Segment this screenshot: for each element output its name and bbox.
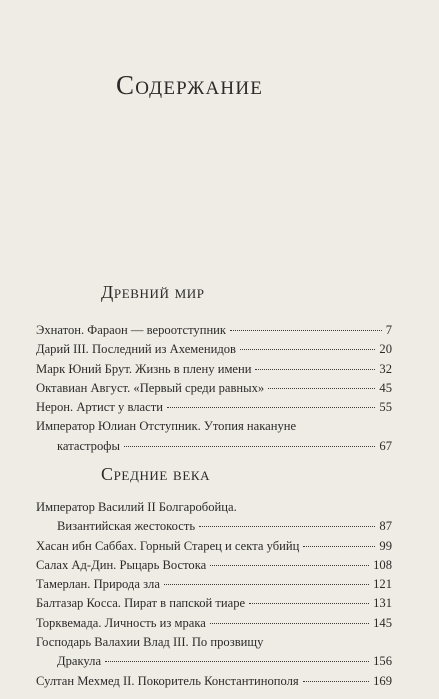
toc-list-medieval [36, 498, 392, 691]
toc-entry [36, 614, 392, 633]
dot-leader [249, 603, 369, 604]
dot-leader [255, 369, 375, 370]
toc-entry-page-number: 7 [385, 323, 392, 337]
toc-entry-title: Эхнатон. Фараон — вероотступник [36, 323, 227, 337]
toc-entry-page-number: 156 [373, 654, 392, 669]
dot-leader [268, 388, 375, 389]
toc-entry-title: Марк Юний Брут. Жизнь в плену имени [36, 361, 252, 376]
toc-entry-page-number: 32 [379, 361, 392, 376]
toc-entry [36, 575, 392, 594]
toc-entry-title: Нерон. Артист у власти [36, 400, 163, 415]
toc-entry [36, 594, 392, 613]
toc-entry [36, 556, 392, 575]
toc-entry [36, 633, 392, 672]
toc-entry-title: Балтазар Косса. Пират в папской тиаре [36, 596, 246, 611]
toc-entry-page-number: 87 [379, 519, 392, 534]
toc-entry-page-number: 55 [379, 400, 392, 415]
dot-leader [230, 330, 382, 331]
dot-leader [167, 407, 375, 408]
toc-entry-title: Октавиан Август. «Первый среди равных» [36, 380, 265, 395]
dot-leader [105, 661, 369, 662]
toc-entry-title: Византийская жестокость [57, 519, 196, 534]
toc-entry-page-number: 20 [379, 342, 392, 357]
toc-entry-page-number: 131 [373, 596, 392, 611]
toc-list-ancient [36, 321, 392, 456]
toc-entry-title: Дракула [57, 654, 102, 669]
toc-entry-title: Император Василий II Болгаробойца. [36, 500, 237, 514]
section-heading-ancient: Древний мир [101, 282, 205, 302]
toc-entry [36, 379, 392, 398]
toc-entry-page-number: 108 [373, 557, 392, 572]
page-title: Содержание [116, 70, 264, 100]
toc-entry [36, 360, 392, 379]
toc-entry-page-number: 145 [373, 615, 392, 630]
toc-entry-page-number: 67 [379, 438, 392, 453]
dot-leader [303, 681, 369, 682]
dot-leader [124, 446, 376, 447]
toc-entry [36, 321, 392, 340]
dot-leader [199, 526, 375, 527]
toc-entry-title: Салах Ад-Дин. Рыцарь Востока [36, 557, 207, 572]
dot-leader [164, 584, 369, 585]
toc-entry [36, 417, 392, 456]
toc-entry-title: катастрофы [57, 438, 120, 453]
dot-leader [240, 349, 375, 350]
toc-entry-title: Император Юлиан Отступник. Утопия накануне [36, 419, 297, 434]
toc-entry-title: Тамерлан. Природа зла [36, 577, 160, 592]
dot-leader [210, 565, 369, 566]
dot-leader [210, 623, 369, 624]
toc-entry-title: Господарь Валахии Влад III. По прозвищу [36, 635, 264, 650]
toc-entry-page-number: 169 [373, 673, 392, 688]
dot-leader [303, 546, 375, 547]
toc-entry [36, 498, 392, 537]
toc-entry [36, 537, 392, 556]
toc-entry [36, 398, 392, 417]
toc-entry [36, 340, 392, 359]
toc-entry [36, 672, 392, 691]
toc-entry-title: Султан Мехмед II. Покоритель Константинополя [36, 673, 299, 688]
toc-entry-title: Дарий III. Последний из Ахеменидов [36, 342, 236, 357]
toc-entry-page-number: 121 [373, 577, 392, 592]
toc-entry-title: Торквемада. Личность из мрака [36, 615, 206, 630]
toc-entry-title: Хасан ибн Саббах. Горный Старец и секта убийц [36, 538, 300, 553]
toc-entry-page-number: 99 [379, 538, 392, 553]
section-heading-medieval: Средние века [101, 464, 211, 484]
toc-entry-page-number: 45 [379, 380, 392, 395]
